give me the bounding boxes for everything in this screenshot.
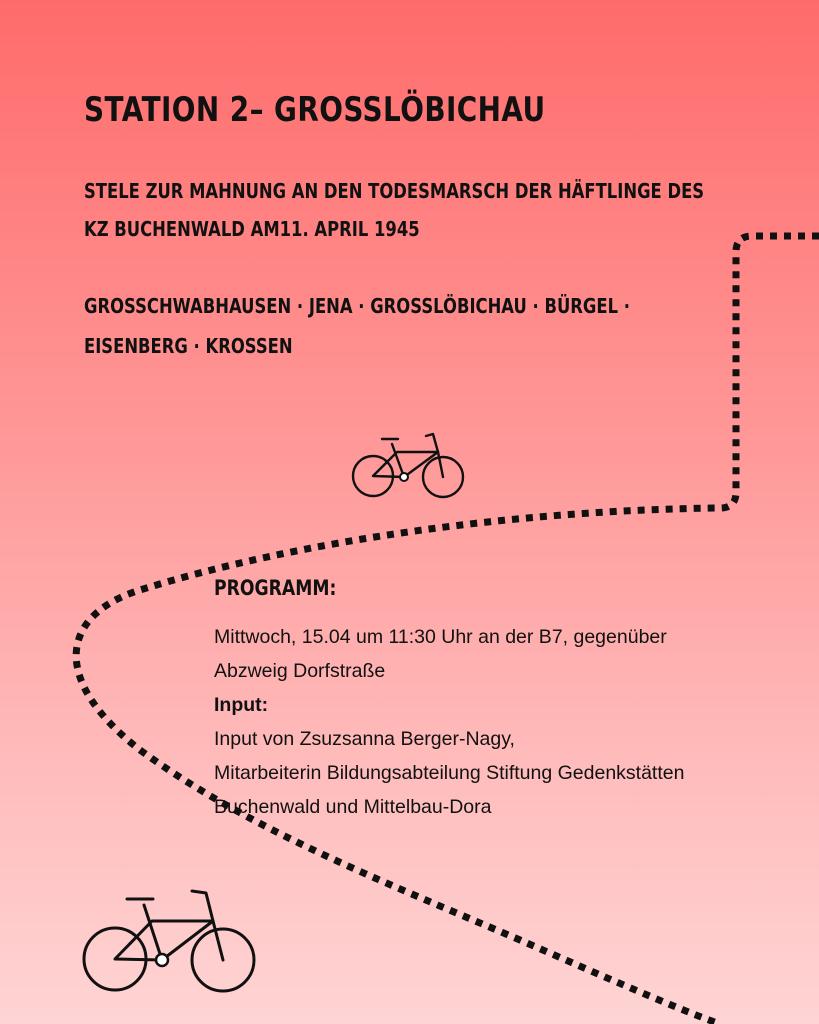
route-line: GROSSCHWABHAUSEN · JENA · GROSSLÖBICHAU · BÜRGEL · bbox=[84, 294, 630, 318]
subtitle-line: KZ BUCHENWALD AM11. APRIL 1945 bbox=[84, 217, 420, 241]
program-heading: PROGRAMM: bbox=[214, 576, 337, 600]
input-speaker-line: Input von Zsuzsanna Berger-Nagy, bbox=[214, 728, 515, 750]
subtitle bbox=[84, 172, 765, 248]
program-date-line: Mittwoch, 15.04 um 11:30 Uhr an der B7, gegenüber bbox=[214, 626, 667, 648]
input-role-line: Mitarbeiterin Bildungsabteilung Stiftung Gedenkstätten bbox=[214, 762, 685, 784]
bicycle-icon bbox=[350, 430, 468, 502]
input-org-line: Buchenwald und Mittelbau-Dora bbox=[214, 796, 492, 818]
route-line: EISENBERG · KROSSEN bbox=[84, 334, 293, 358]
subtitle-line: STELE ZUR MAHNUNG AN DEN TODESMARSCH DER HÄFTLINGE DES bbox=[84, 179, 705, 203]
bicycle-icon bbox=[80, 885, 260, 997]
input-label: Input: bbox=[214, 694, 269, 716]
route-list bbox=[84, 286, 707, 366]
program-location-line: Abzweig Dorfstraße bbox=[214, 660, 386, 682]
page-title: STATION 2– GROSSLÖBICHAU bbox=[84, 90, 546, 130]
program-details bbox=[214, 620, 804, 824]
